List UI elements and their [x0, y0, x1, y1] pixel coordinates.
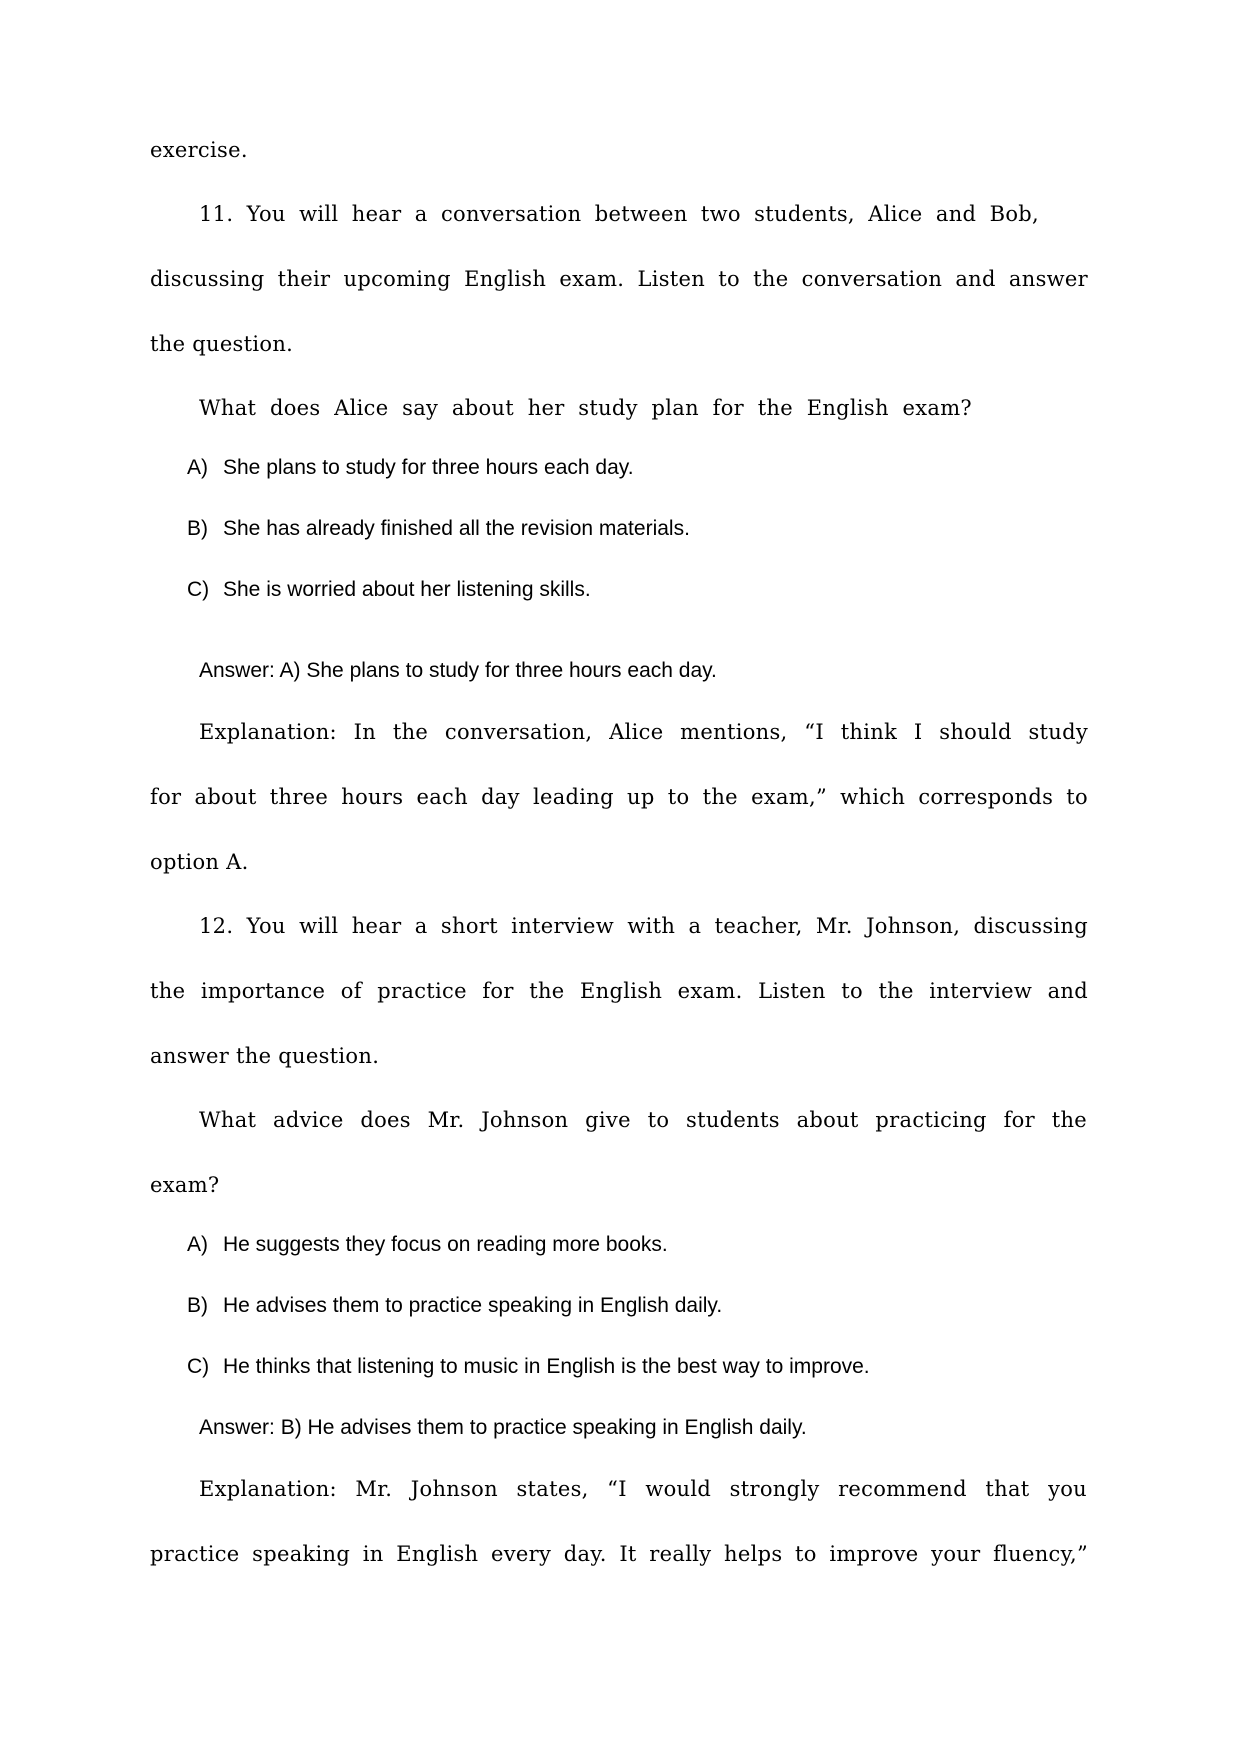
- question-12-line: 12. You will hear a short interview with a teacher, Mr. Johnson, discussing: [199, 914, 1088, 938]
- option-text: He suggests they focus on reading more books.: [223, 1233, 668, 1256]
- option-letter: C): [187, 1355, 210, 1378]
- question-11-explanation: Explanation: In the conversation, Alice mentions, “I think I should study: [199, 720, 1088, 744]
- option-text: He thinks that listening to music in English is the best way to improve.: [223, 1355, 870, 1378]
- question-12-option-b: [187, 1291, 722, 1321]
- question-11-line: the question.: [150, 332, 294, 356]
- option-text: She plans to study for three hours each day.: [223, 456, 634, 479]
- question-12-explanation: practice speaking in English every day. It really helps to improve your fluency,”: [150, 1542, 1088, 1566]
- option-text: She is worried about her listening skills.: [223, 578, 591, 601]
- question-12-explanation: Explanation: Mr. Johnson states, “I would strongly recommend that you: [199, 1477, 1087, 1501]
- option-text: She has already finished all the revision materials.: [223, 517, 690, 540]
- question-11-option-b: [187, 514, 690, 544]
- question-11-explanation: option A.: [150, 850, 249, 874]
- question-12-answer: Answer: B) He advises them to practice speaking in English daily.: [199, 1416, 807, 1439]
- option-letter: B): [187, 517, 208, 540]
- option-letter: A): [187, 1233, 208, 1256]
- question-12-line: answer the question.: [150, 1044, 380, 1068]
- option-letter: B): [187, 1294, 208, 1317]
- option-letter: A): [187, 456, 208, 479]
- question-11-prompt: What does Alice say about her study plan for the English exam?: [199, 396, 972, 420]
- question-12-prompt: What advice does Mr. Johnson give to students about practicing for the: [199, 1108, 1087, 1132]
- question-11-line: discussing their upcoming English exam. Listen to the conversation and answer: [150, 267, 1088, 291]
- question-12-option-a: [187, 1230, 668, 1260]
- question-12-line: the importance of practice for the English exam. Listen to the interview and: [150, 979, 1088, 1003]
- question-11-option-a: [187, 453, 634, 483]
- question-11-line: 11. You will hear a conversation between two students, Alice and Bob,: [199, 202, 1039, 226]
- question-11-explanation: for about three hours each day leading up to the exam,” which corresponds to: [150, 785, 1088, 809]
- question-12-option-c: [187, 1352, 870, 1382]
- option-letter: C): [187, 578, 210, 601]
- question-11-answer: Answer: A) She plans to study for three hours each day.: [199, 659, 717, 682]
- question-11-option-c: [187, 575, 591, 605]
- option-text: He advises them to practice speaking in English daily.: [223, 1294, 723, 1317]
- question-12-prompt: exam?: [150, 1173, 220, 1197]
- paragraph-line: exercise.: [150, 138, 248, 162]
